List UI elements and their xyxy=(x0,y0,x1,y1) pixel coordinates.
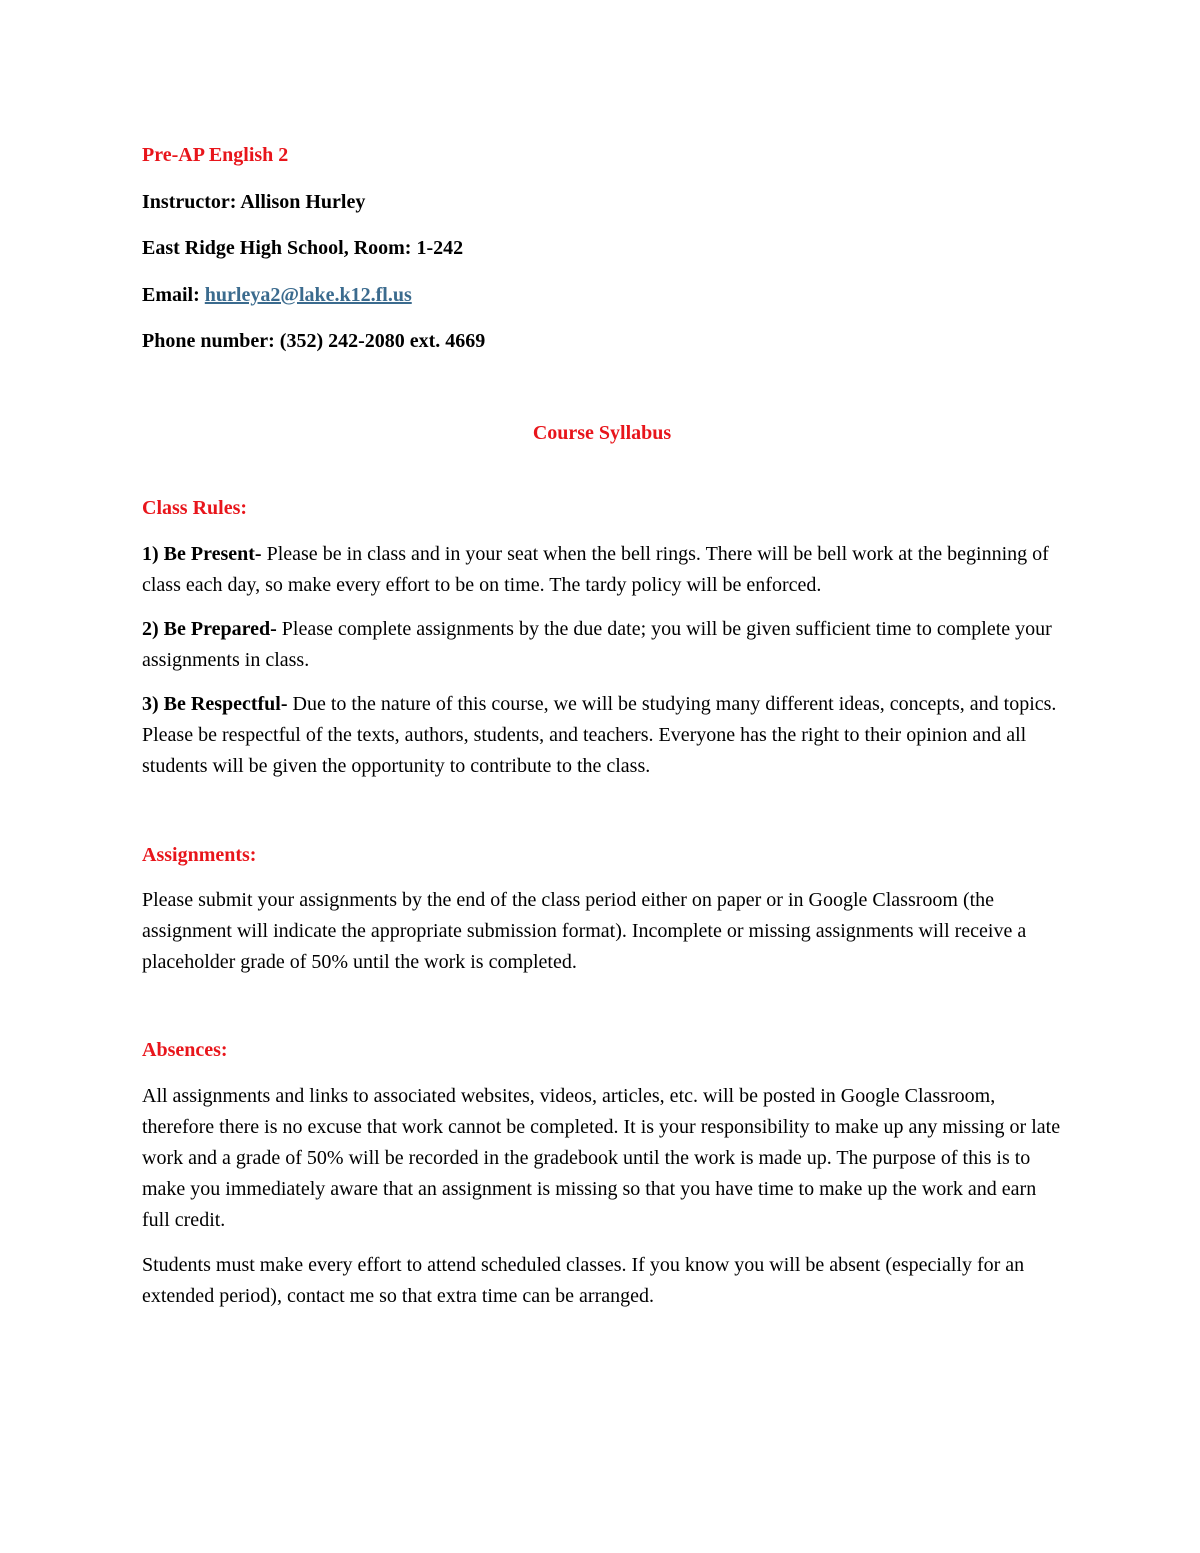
rule-text: Please be in class and in your seat when the bell rings. There will be bell work at the beginning of class each day, so make every effort to be on time. The tardy policy will be enforced. xyxy=(142,542,1049,596)
rule-label: 3) Be Respectful- xyxy=(142,692,288,715)
instructor-line xyxy=(142,187,1062,218)
email-label: Email: xyxy=(142,283,200,306)
rule-label: 2) Be Prepared- xyxy=(142,617,277,640)
instructor-label: Instructor: xyxy=(142,190,237,213)
rule-label: 1) Be Present- xyxy=(142,542,262,565)
rule-be-respectful xyxy=(142,689,1062,782)
email-link[interactable]: hurleya2@lake.k12.fl.us xyxy=(204,283,412,306)
syllabus-page xyxy=(142,140,1062,1312)
absences-title: Absences: xyxy=(142,1038,228,1061)
rule-text: Due to the nature of this course, we will be studying many different ideas, concepts, and topics. Please be respectful of the texts, authors, students, and teachers. Everyone has the right to their opinion and all students will be given the opportunity to contribute to the class. xyxy=(142,692,1057,777)
course-title: Pre-AP English 2 xyxy=(142,144,289,166)
rule-be-present xyxy=(142,539,1062,601)
assignments-title: Assignments: xyxy=(142,843,257,866)
absences-paragraph-1: All assignments and links to associated websites, videos, articles, etc. will be posted in Google Classroom, therefore there is no excuse that work cannot be completed. It is your responsibility to make up any missing or late work and a grade of 50% will be recorded in the gradebook until the work is made up. The purpose of this is to make you immediately aware that an assignment is missing so that you have time to make up the work and earn full credit. xyxy=(142,1084,1061,1231)
class-rules-title: Class Rules: xyxy=(142,496,248,519)
absences-paragraph-2: Students must make every effort to attend scheduled classes. If you know you will be absent (especially for an extended period), contact me so that extra time can be arranged. xyxy=(142,1253,1025,1307)
school-room: East Ridge High School, Room: 1-242 xyxy=(142,237,464,260)
phone-number: Phone number: (352) 242-2080 ext. 4669 xyxy=(142,330,486,353)
assignments-text: Please submit your assignments by the end of the class period either on paper or in Google Classroom (the assignment will indicate the appropriate submission format). Incomplete or missing assignments will receive a placeholder grade of 50% until the work is completed. xyxy=(142,888,1027,973)
instructor-name: Allison Hurley xyxy=(240,190,366,213)
email-line xyxy=(142,280,1062,311)
rule-text: Please complete assignments by the due date; you will be given sufficient time to complete your assignments in class. xyxy=(142,617,1052,671)
rule-be-prepared xyxy=(142,614,1062,676)
syllabus-title: Course Syllabus xyxy=(532,421,672,444)
